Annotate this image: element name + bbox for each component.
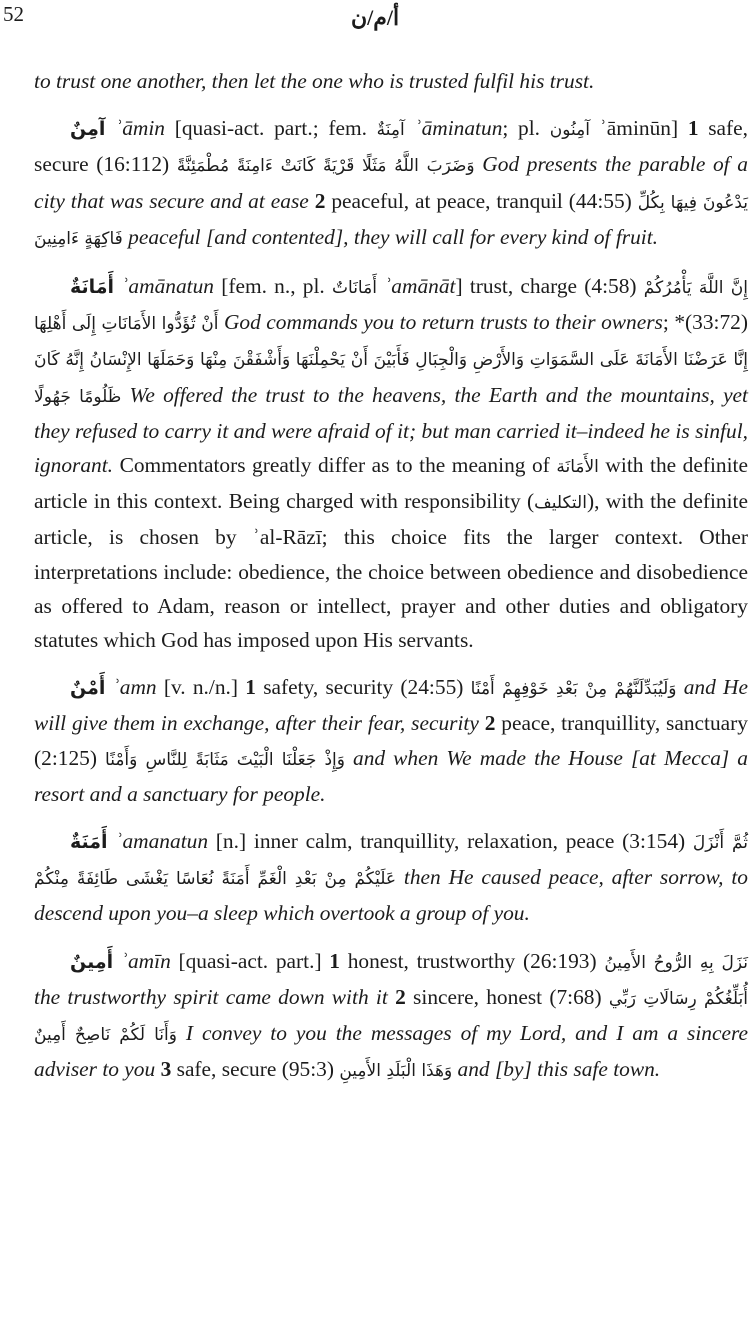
quran-quote-arabic: وَلَيُبَدِّلَنَّهُمْ مِنْ بَعْدِ خَوْفِهِمْ أَمْنًا bbox=[470, 679, 677, 700]
sense-definition: ] trust, charge (4:58) bbox=[455, 274, 644, 299]
entry-amanatun-calm bbox=[34, 824, 748, 931]
page-number: 52 bbox=[3, 2, 24, 26]
quran-quote-arabic: يَدْعُونَ فِيهَا بِكُلِّ فَاكِهَةٍ ءَامِنِينَ bbox=[34, 192, 748, 249]
continuation-text: to trust one another, then let the one who is trusted fulfil his trust. bbox=[34, 69, 595, 93]
sense-definition: honest, trustworthy (26:193) bbox=[340, 948, 605, 973]
commentary-arabic-term: الأَمَانَة bbox=[556, 457, 599, 478]
quran-quote-translation: God commands you to return trusts to their owners bbox=[223, 310, 663, 335]
plural-form-translit: ʾamānāt bbox=[384, 274, 456, 299]
headword: أَمِينٌ bbox=[70, 950, 114, 973]
quran-quote-arabic: وَهَذَا الْبَلَدِ الأَمِينِ bbox=[339, 1061, 453, 1082]
sense-definition: peaceful, at peace, tranquil (44:55) bbox=[325, 188, 638, 213]
sense-number: 1 bbox=[687, 116, 699, 141]
quran-quote-arabic: وَإِذْ جَعَلْنَا الْبَيْتَ مَثَابَةً لِلنَّاسِ وَأَمْنًا bbox=[105, 749, 345, 770]
transliteration: ʾamānatun bbox=[121, 274, 214, 299]
sense-definition: safe, secure (16:112) bbox=[34, 116, 749, 177]
grammar-note: [fem. n., pl. bbox=[214, 274, 333, 299]
plural-form-arabic: آمِنُون bbox=[549, 120, 590, 141]
sense-number: 1 bbox=[245, 675, 256, 700]
quran-quote-translation: the trustworthy spirit came down with it bbox=[34, 984, 388, 1009]
quran-quote-translation: We offered the trust to the heavens, the Earth and the mountains, yet they refused to carry it and were afraid of it; but man carried it–indeed he is sinful, ignorant. bbox=[34, 382, 748, 478]
entry-amn bbox=[34, 670, 748, 811]
sense-number: 3 bbox=[160, 1057, 172, 1082]
page-body bbox=[34, 64, 748, 1088]
headword: أَمَنَةٌ bbox=[70, 831, 108, 854]
quran-quote-translation: and He will give them in exchange, after their fear, security bbox=[34, 675, 748, 736]
quran-quote-translation: peaceful [and contented], they will call for every kind of fruit. bbox=[128, 224, 659, 249]
feminine-form-translit: ʾāminatun bbox=[414, 116, 503, 141]
commentary-arabic-term: التكليف bbox=[534, 493, 587, 514]
sense-number: 2 bbox=[484, 711, 496, 736]
transliteration: ʾamn bbox=[112, 675, 157, 700]
quran-quote-arabic: أُبَلِّغُكُمْ رِسَالَاتِ رَبِّي وَأَنَا لَكُمْ نَاصِحٌ أَمِينٌ bbox=[34, 988, 748, 1046]
sense-definition: safety, security (24:55) bbox=[255, 675, 471, 700]
quran-quote-arabic: وَضَرَبَ اللَّهُ مَثَلًا قَرْيَةً كَانَتْ ءَامِنَةً مُطْمَئِنَّةً bbox=[176, 156, 475, 177]
headword: أَمْنٌ bbox=[70, 677, 106, 700]
running-head-root: أ/م/ن bbox=[350, 5, 400, 30]
headword: أَمَانَةٌ bbox=[70, 276, 115, 299]
quran-quote-translation: I convey to you the messages of my Lord, and I am a sincere adviser to you bbox=[34, 1021, 748, 1082]
quran-quote-arabic: نَزَلَ بِهِ الرُّوحُ الأَمِينُ bbox=[604, 952, 748, 973]
quran-quote-translation: and [by] this safe town. bbox=[457, 1057, 661, 1082]
verse-reference: ; *(33:72) bbox=[662, 310, 748, 335]
sense-definition: sincere, honest (7:68) bbox=[405, 984, 609, 1009]
entry-amin bbox=[34, 944, 748, 1089]
grammar-note: [quasi-act. part.; fem. bbox=[165, 116, 377, 141]
plural-label: ; pl. bbox=[502, 116, 550, 141]
plural-form-arabic: أَمَانَاتٌ bbox=[332, 278, 377, 299]
sense-number: 1 bbox=[329, 948, 340, 973]
entry-aamin bbox=[34, 111, 748, 256]
transliteration: ʾamīn bbox=[120, 948, 171, 973]
quran-quote-translation: God presents the parable of a city that was secure and at ease bbox=[34, 152, 748, 213]
quran-quote-translation: and when We made the House [at Mecca] a resort and a sanctuary for people. bbox=[34, 745, 748, 806]
sense-definition: peace, tranquillity, sanctuary (2:125) bbox=[34, 711, 748, 770]
sense-definition: safe, secure (95:3) bbox=[171, 1057, 340, 1082]
grammar-note: [v. n./n.] bbox=[156, 675, 246, 700]
quran-quote-arabic: إِنَّ اللَّهَ يَأْمُرُكُمْ أَنْ تُؤَدُّوا الأَمَانَاتِ إِلَى أَهْلِهَا bbox=[34, 278, 749, 335]
grammar-note: [n.] inner calm, tranquillity, relaxation, peace (3:154) bbox=[208, 829, 693, 854]
transliteration: ʾamanatun bbox=[115, 829, 209, 854]
quran-quote-arabic: ثُمَّ أَنْزَلَ عَلَيْكُمْ مِنْ بَعْدِ الْغَمِّ أَمَنَةً نُعَاسًا يَغْشَى طَائِفَةً مِنْكُمْ bbox=[34, 833, 748, 890]
entry-amanatun bbox=[34, 269, 748, 657]
grammar-note: [quasi-act. part.] bbox=[170, 948, 330, 973]
headword: آمِنٌ bbox=[70, 118, 106, 141]
feminine-form-arabic: آمِنَةٌ bbox=[376, 120, 405, 141]
quran-quote-arabic: إِنَّا عَرَضْنَا الأَمَانَةَ عَلَى السَّمَوَاتِ وَالأَرْضِ وَالْجِبَالِ فَأَبَيْنَ أَنْ يَحْمِلْنَهَا وَأَشْفَقْنَ مِنْهَا وَحَمَلَهَا الإِنْسَانُ إِنَّهُ كَانَ ظَلُومًا جَهُولًا bbox=[34, 350, 748, 407]
transliteration: ʾāmin bbox=[115, 116, 165, 141]
sense-number: 2 bbox=[314, 188, 326, 213]
commentary-text: ), with the definite article, is chosen by ʾal-Rāzī; this choice fits the larger context. Other interpretations include: obedience, the choice between obedience and disobedience as offered to Adam, reason or intellect, prayer and other duties and obligatory statutes which God has imposed upon His servants. bbox=[34, 489, 748, 653]
commentary-text: with the definite article in this context. Being charged with responsibility ( bbox=[34, 453, 748, 514]
bracket-close: ] bbox=[670, 116, 688, 141]
sense-number: 2 bbox=[395, 984, 406, 1009]
quran-quote-translation: then He caused peace, after sorrow, to descend upon you–a sleep which overtook a group of you. bbox=[34, 865, 748, 926]
plural-form-translit: ʾāminūn bbox=[599, 116, 671, 141]
commentary-text: Commentators greatly differ as to the meaning of bbox=[113, 453, 557, 478]
